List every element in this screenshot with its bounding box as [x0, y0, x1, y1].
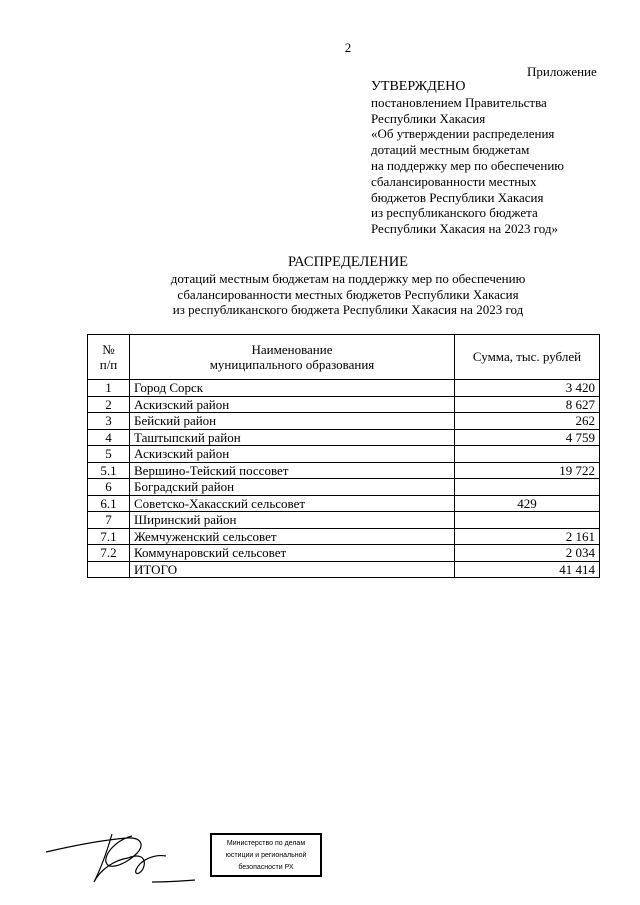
approval-line: бюджетов Республики Хакасия [371, 189, 544, 205]
stamp-line: безопасности РХ [238, 864, 294, 871]
row-name: Вершино-Тейский поссовет [130, 462, 455, 479]
row-number: 7.2 [88, 545, 130, 562]
row-number: 5 [88, 446, 130, 463]
row-number: 6 [88, 479, 130, 496]
row-name: Аскизский район [130, 446, 455, 463]
header-number-line: № [102, 341, 115, 357]
total-label: ИТОГО [130, 561, 455, 578]
ministry-stamp [210, 833, 322, 877]
row-name: Город Сорск [130, 380, 455, 397]
table-row [88, 380, 600, 397]
approval-line: «Об утверждении распределения [371, 126, 555, 142]
table-row [88, 495, 600, 512]
row-number: 5.1 [88, 462, 130, 479]
document-subtitle [0, 271, 640, 318]
row-amount: 3 420 [455, 380, 600, 397]
row-number: 1 [88, 380, 130, 397]
total-amount: 41 414 [455, 561, 600, 578]
approved-heading: УТВЕРЖДЕНО [371, 79, 466, 94]
appendix-label: Приложение [527, 64, 597, 79]
row-name: Коммунаровский сельсовет [130, 545, 455, 562]
row-amount [455, 446, 600, 463]
row-number: 7.1 [88, 528, 130, 545]
row-amount [455, 479, 600, 496]
row-name: Боградский район [130, 479, 455, 496]
subtitle-line: сбалансированности местных бюджетов Республики Хакасия [177, 286, 519, 302]
row-amount: 4 759 [455, 429, 600, 446]
subtitle-line: из республиканского бюджета Республики Хакасия на 2023 год [172, 302, 524, 317]
row-amount: 2 161 [455, 528, 600, 545]
row-amount: 2 034 [455, 545, 600, 562]
row-name: Советско-Хакасский сельсовет [130, 495, 455, 512]
stamp-line: юстиции и региональной [225, 852, 307, 859]
document-title: РАСПРЕДЕЛЕНИЕ [287, 254, 409, 270]
total-row [88, 561, 600, 578]
table-row [88, 479, 600, 496]
row-amount: 19 722 [455, 462, 600, 479]
approval-line: Республики Хакасия на 2023 год» [371, 221, 558, 237]
row-name: Ширинский район [130, 512, 455, 529]
table-header-row [88, 335, 600, 380]
row-amount [455, 512, 600, 529]
page-number: 2 [344, 40, 352, 55]
table-row [88, 446, 600, 463]
stamp-line: Министерство по делам [226, 840, 306, 847]
row-number: 6.1 [88, 495, 130, 512]
header-number-line: п/п [99, 357, 118, 372]
table-row [88, 462, 600, 479]
total-number [88, 561, 130, 578]
header-name [130, 335, 455, 380]
distribution-table [87, 334, 600, 578]
row-name: Бейский район [130, 413, 455, 430]
approval-line: на поддержку мер по обеспечению [371, 157, 565, 173]
table-row [88, 413, 600, 430]
header-name-line: Наименование [251, 341, 333, 357]
row-name: Жемчуженский сельсовет [130, 528, 455, 545]
header-name-line: муниципального образования [209, 357, 375, 372]
row-number: 4 [88, 429, 130, 446]
table-row [88, 429, 600, 446]
row-amount: 262 [455, 413, 600, 430]
header-number [88, 335, 130, 380]
row-amount: 429 [455, 495, 600, 512]
approval-line: из республиканского бюджета [371, 205, 538, 221]
table-row [88, 528, 600, 545]
table-row [88, 396, 600, 413]
row-number: 3 [88, 413, 130, 430]
approval-line: дотаций местным бюджетам [371, 142, 530, 158]
subtitle-line: дотаций местным бюджетам на поддержку мер по обеспечению [170, 271, 526, 286]
row-name: Аскизский район [130, 396, 455, 413]
row-name: Таштыпский район [130, 429, 455, 446]
approval-line: сбалансированности местных [371, 173, 537, 189]
approval-block [371, 79, 564, 237]
header-amount: Сумма, тыс. рублей [455, 335, 600, 380]
table-row [88, 545, 600, 562]
handwritten-signature [42, 826, 197, 888]
approval-line: Республики Хакасия [371, 110, 486, 126]
table-row [88, 512, 600, 529]
row-number: 2 [88, 396, 130, 413]
row-amount: 8 627 [455, 396, 600, 413]
row-number: 7 [88, 512, 130, 529]
approval-line: постановлением Правительства [371, 94, 547, 110]
